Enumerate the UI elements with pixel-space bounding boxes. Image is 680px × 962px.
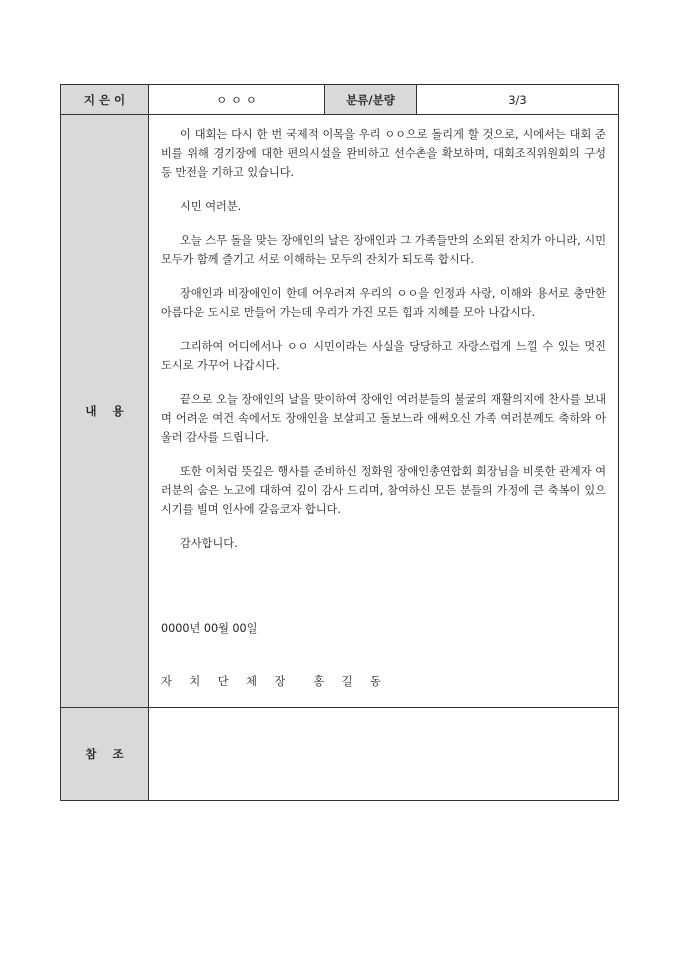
author-value: ㅇ ㅇ ㅇ [149,85,325,115]
author-label: 지 은 이 [61,85,149,115]
category-value: 3/3 [417,85,619,115]
header-row [61,85,619,115]
closing-thanks: 감사합니다. [180,537,238,550]
paragraph: 또한 이처럼 뜻깊은 행사를 준비하신 정화원 장애인총연합회 회장님을 비롯한 관계자 여러분의 숨은 노고에 대하여 깊이 감사 드리며, 참여하신 모든 분들의 가정에 큰 축복이 있으시기를 빌며 인사에 갈음코자 합니다. [161,465,606,516]
paragraph: 이 대회는 다시 한 번 국제적 이목을 우리 ㅇㅇ으로 돌리게 할 것으로, 시에서는 대회 준비를 위해 경기장에 대한 편의시설을 완비하고 선수촌을 확보하며, 대회조직위원회의 구성 등 만전을 기하고 있습니다. [161,128,606,179]
paragraph: 장애인과 비장애인이 한데 어우러져 우리의 ㅇㅇ을 인정과 사랑, 이해와 용서로 충만한 아름다운 도시로 만들어 가는데 우리가 가진 모든 힘과 지혜를 모아 나갑시다. [161,287,606,319]
paragraph: 그리하여 어디에서나 ㅇㅇ 시민이라는 사실을 당당하고 자랑스럽게 느낄 수 있는 멋진 도시로 가꾸어 나갑시다. [161,340,606,372]
reference-value [149,708,619,801]
category-label: 분류/분량 [325,85,417,115]
content-row [61,115,619,708]
content-body [149,115,618,707]
paragraph: 오늘 스무 돌을 맞는 장애인의 날은 장애인과 그 가족들만의 소외된 잔치가 아니라, 시민 모두가 함께 즐기고 서로 이해하는 모두의 잔치가 되도록 합시다. [161,234,606,266]
content-cell [149,115,619,708]
document-date: 0000년 00월 00일 [161,622,258,635]
document-table [60,84,619,801]
paragraph: 끝으로 오늘 장애인의 날을 맞이하여 장애인 여러분들의 불굴의 재활의지에 찬사를 보내며 어려운 여건 속에서도 장애인을 보살피고 돌보느라 애써오신 가족 여러분께도 축하와 아울러 감사를 드립니다. [161,393,606,444]
reference-label: 참 조 [61,708,149,801]
reference-row [61,708,619,801]
signature: 자 치 단 체 장 홍 길 동 [161,675,388,688]
content-label: 내 용 [61,115,149,708]
paragraph: 시민 여러분. [180,200,242,213]
